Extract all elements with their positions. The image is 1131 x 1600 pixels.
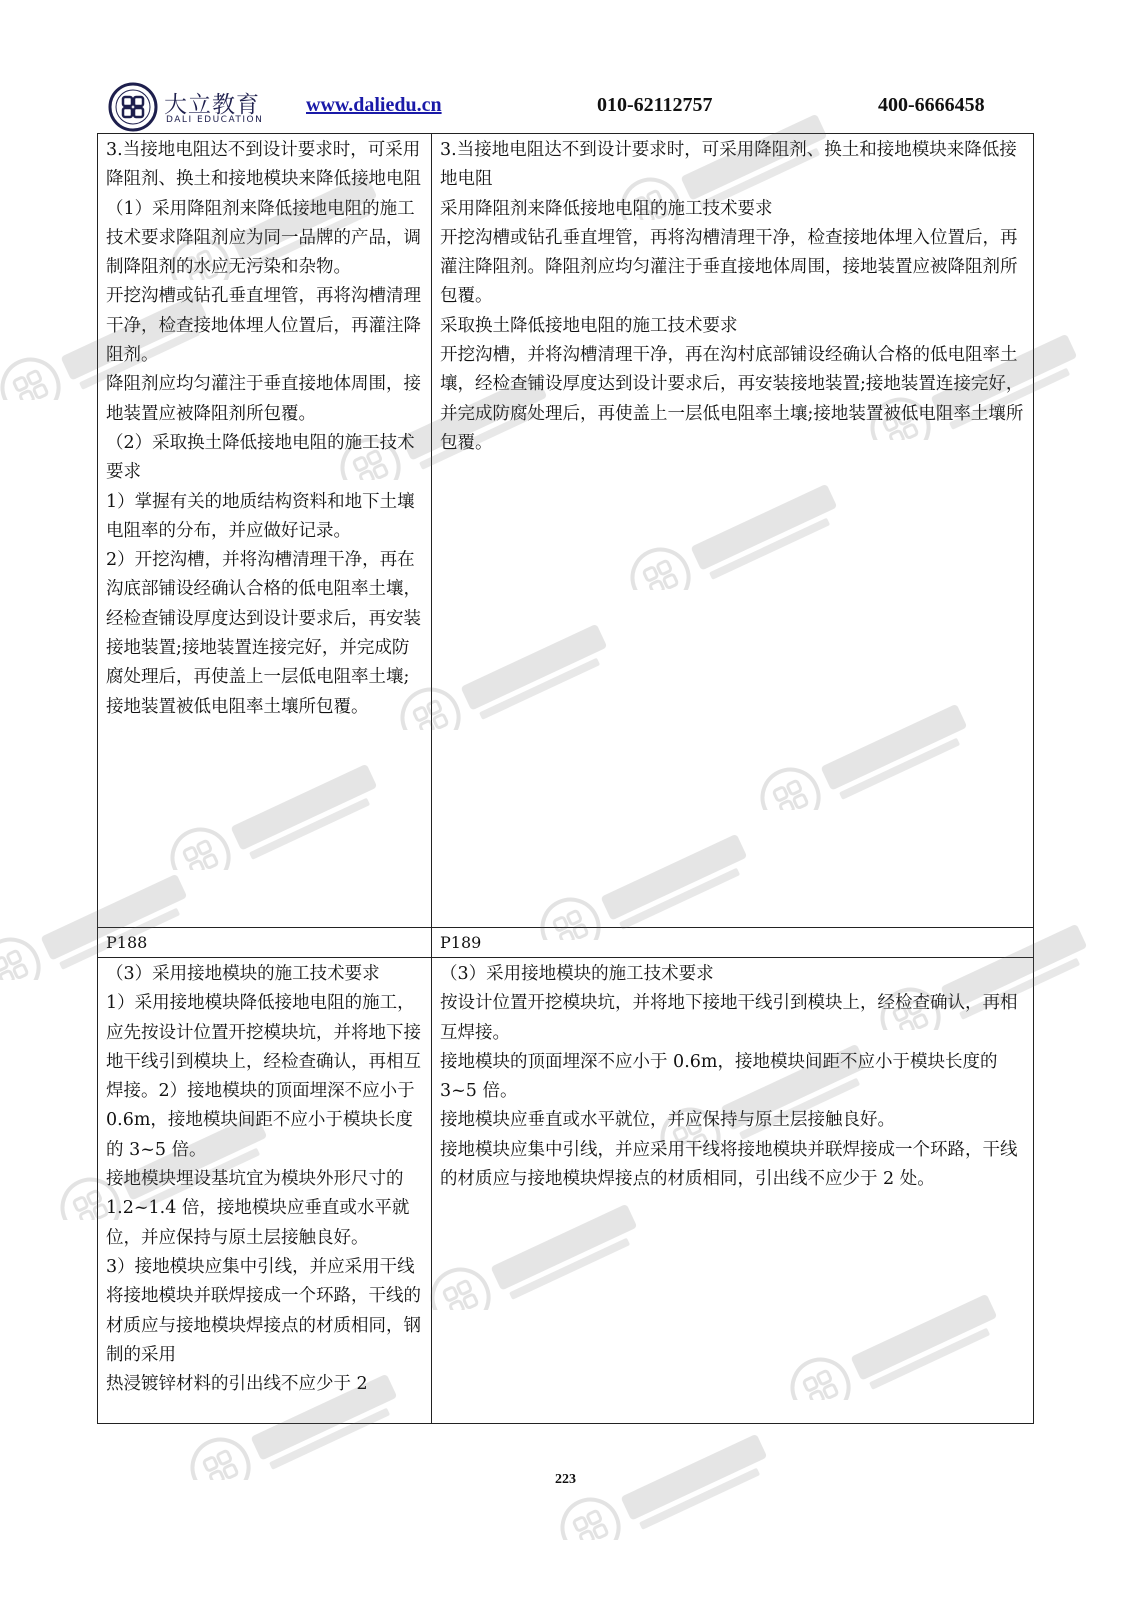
table-row (98, 928, 1034, 958)
paragraph: 降阻剂应均匀灌注于垂直接地体周围，接地装置应被降阻剂所包覆。 (106, 374, 421, 424)
table-cell-right (432, 958, 1034, 1424)
paragraph: （2）采取换土降低接地电阻的施工技术要求 (106, 432, 415, 483)
paragraph: 采用降阻剂来降低接地电阻的施工技术要求 (440, 198, 773, 219)
paragraph: 热浸镀锌材料的引出线不应少于 2 (106, 1374, 368, 1395)
paragraph: （1）采用降阻剂来降低接地电阻的施工技术要求降阻剂应为同一品牌的产品，调制降阻剂的水应无污染和杂物。 (106, 198, 421, 278)
brand-name-en: DALI EDUCATION (166, 115, 264, 125)
paragraph: 接地模块应集中引线，并应采用干线将接地模块并联焊接成一个环路，干线的材质应与接地模块焊接点的材质相同，引出线不应少于 2 处。 (440, 1139, 1018, 1190)
paragraph: 采取换土降低接地电阻的施工技术要求 (440, 315, 738, 336)
brand-name: 大立教育 (164, 92, 260, 118)
table-row (98, 958, 1034, 1424)
paragraph: 接地模块埋设基坑宜为模块外形尺寸的 1.2~1.4 倍，接地模块应垂直或水平就位，并应保持与原土层接触良好。 (106, 1169, 410, 1248)
page-ref-left: P188 (98, 928, 432, 958)
paragraph: 接地模块的顶面埋深不应小于 0.6m，接地模块间距不应小于模块长度的 3~5 倍。 (440, 1051, 998, 1102)
paragraph: 2）开挖沟槽，并将沟槽清理干净，再在沟底部铺设经确认合格的低电阻率土壤，经检查铺设厚度达到设计要求后，再安装接地装置;接地装置连接完好，并完成防腐处理后，再使盖上一层低电阻率土壤;接地装置被低电阻率土壤所包覆。 (106, 550, 421, 717)
phone-number-1: 010-62112757 (597, 94, 713, 116)
page-header (100, 82, 1030, 132)
paragraph: 3）接地模块应集中引线，并应采用干线将接地模块并联焊接成一个环路，干线的材质应与接地模块焊接点的材质相同，钢制的采用 (106, 1256, 421, 1365)
paragraph: 1）采用接地模块降低接地电阻的施工，应先按设计位置开挖模块坑，并将地下接地干线引到模块上，经检查确认，再相互焊接。2）接地模块的顶面埋深不应小于 0.6m，接地模块间距不应小于模块长度的 3~5 倍。 (106, 993, 421, 1160)
table-cell-left (98, 958, 432, 1424)
paragraph: 3.当接地电阻达不到设计要求时，可采用降阻剂、换土和接地模块来降低接地电阻 (440, 140, 1017, 190)
paragraph: 接地模块应垂直或水平就位，并应保持与原土层接触良好。 (440, 1110, 895, 1131)
paragraph: 开挖沟槽，并将沟槽清理干净，再在沟村底部铺设经确认合格的低电阻率土壤，经检查铺设厚度达到设计要求后，再安装接地装置;接地装置连接完好，并完成防腐处理后，再使盖上一层低电阻率土壤;接地装置被低电阻率土壤所包覆。 (440, 345, 1024, 453)
paragraph: 3.当接地电阻达不到设计要求时，可采用降阻剂、换土和接地模块来降低接地电阻 (106, 140, 421, 190)
paragraph: （3）采用接地模块的施工技术要求 (106, 964, 380, 984)
table-cell-left (98, 134, 432, 928)
paragraph: 开挖沟槽或钻孔垂直埋管，再将沟槽清理干净，检查接地体埋入位置后，再灌注降阻剂。降阻剂应均匀灌注于垂直接地体周围，接地装置应被降阻剂所包覆。 (440, 227, 1018, 307)
paragraph: 开挖沟槽或钻孔垂直埋管，再将沟槽清理干净，检查接地体埋人位置后，再灌注降阻剂。 (106, 286, 421, 366)
website-link[interactable]: www.daliedu.cn (306, 94, 442, 116)
page-ref-right: P189 (432, 928, 1034, 958)
paragraph: 按设计位置开挖模块坑，并将地下接地干线引到模块上，经检查确认，再相互焊接。 (440, 993, 1018, 1043)
comparison-table (97, 133, 1034, 1424)
table-cell-right (432, 134, 1034, 928)
paragraph: （3）采用接地模块的施工技术要求 (440, 964, 714, 984)
paragraph: 1）掌握有关的地质结构资料和地下土壤电阻率的分布，并应做好记录。 (106, 491, 415, 541)
table-row (98, 134, 1034, 928)
page-number: 223 (555, 1472, 576, 1487)
phone-number-2: 400-6666458 (878, 94, 985, 116)
dali-logo-icon (108, 82, 158, 132)
